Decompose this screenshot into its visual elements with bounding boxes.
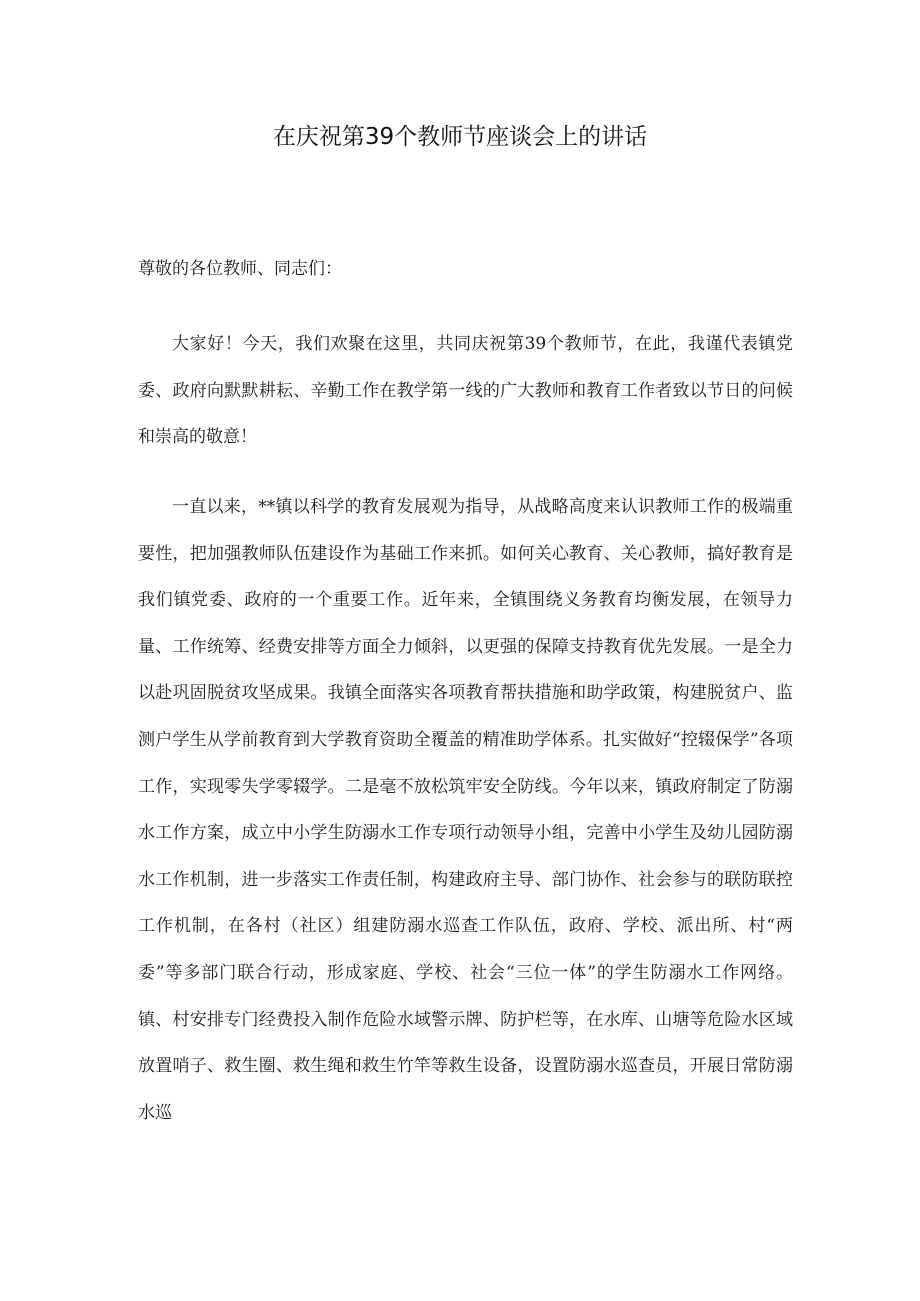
salutation: 尊敬的各位教师、同志们： xyxy=(138,259,342,279)
document-title: 在庆祝第39个教师节座谈会上的讲话 xyxy=(272,124,648,150)
paragraph-greeting: 大家好！今天，我们欢聚在这里，共同庆祝第39个教师节，在此，我谨代表镇党委、政府向默默耕耘、辛勤工作在教学第一线的广大教师和教育工作者致以节日的问候和崇高的敬意！ xyxy=(138,334,793,448)
paragraph-main: 一直以来，**镇以科学的教育发展观为指导，从战略高度来认识教师工作的极端重要性，把加强教师队伍建设作为基础工作来抓。如何关心教育、关心教师，搞好教育是我们镇党委、政府的一个重要工作。近年来，全镇围绕义务教育均衡发展，在领导力量、工作统筹、经费安排等方面全力倾斜，以更强的保障支持教育优先发展。一是全力以赴巩固脱贫攻坚成果。我镇全面落实各项教育帮扶措施和助学政策，构建脱贫户、监测户学生从学前教育到大学教育资助全覆盖的精准助学体系。扎实做好“控辍保学”各项工作，实现零失学零辍学。二是毫不放松筑牢安全防线。今年以来，镇政府制定了防溺水工作方案，成立中小学生防溺水工作专项行动领导小组，完善中小学生及幼儿园防溺水工作机制，进一步落实工作责任制，构建政府主导、部门协作、社会参与的联防联控工作机制，在各村（社区）组建防溺水巡查工作队伍，政府、学校、派出所、村“两委”等多部门联合行动，形成家庭、学校、社会“三位一体”的学生防溺水工作网络。镇、村安排专门经费投入制作危险水域警示牌、防护栏等，在水库、山塘等危险水区域放置哨子、救生圈、救生绳和救生竹竿等救生设备，设置防溺水巡查员，开展日常防溺水巡 xyxy=(138,497,793,1123)
